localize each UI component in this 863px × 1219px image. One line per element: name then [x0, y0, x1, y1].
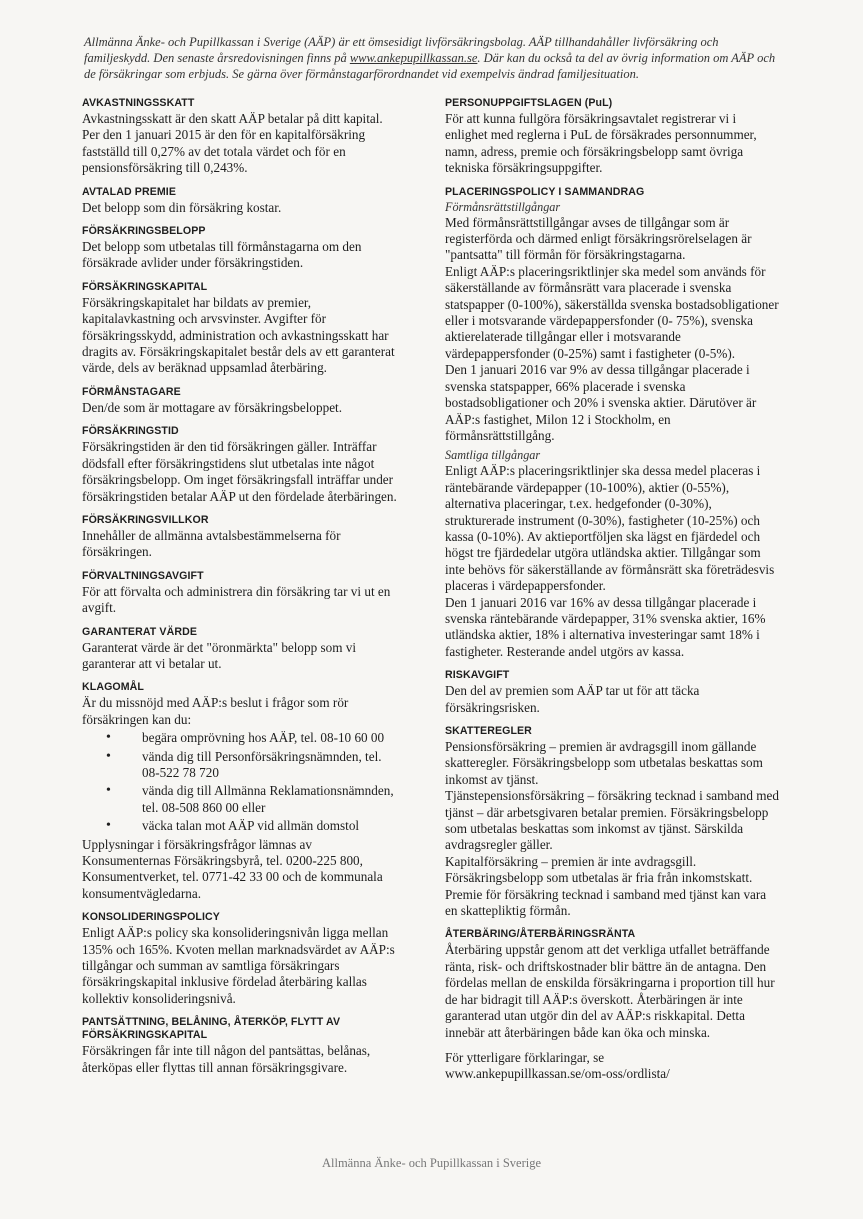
section-text: Innehåller de allmänna avtalsbestämmelserna för försäkringen.: [82, 527, 341, 560]
section-konsolideringspolicy: [82, 911, 400, 1007]
section-heading: AVKASTNINGSSKATT: [82, 97, 195, 109]
section-heading: FÖRSÄKRINGSTID: [82, 425, 179, 438]
section-text: Enligt AÄP:s placeringsriktlinjer ska dessa medel placeras i räntebärande värdepapper (10-100%), aktier (0-55%), alternativa placeringar, t.ex. hedgefonder (0-30%), strukturerade instrument (0-30%), fastigheter (10-25%) och kassa (0-10%). Av aktieportföljen ska lägst en fjärdedel och högst tre fjärdedelar utgöra utländska aktier. Tillgångar som inte behövs för säkerställande av förmånsrätt ska företrädesvis placeras i värdepappersfonder.: [445, 463, 775, 594]
section-heading: GARANTERAT VÄRDE: [82, 625, 197, 638]
section-text: Är du missnöjd med AÄP:s beslut i frågor som rör försäkringen kan du:: [82, 695, 349, 727]
section-forvaltningsavgift: [82, 570, 400, 617]
section-text: Det belopp som utbetalas till förmånstagarna om den försäkrade avlider under försäkringstiden.: [82, 239, 362, 271]
section-forsakringskapital: [82, 281, 400, 377]
section-heading: FÖRSÄKRINGSBELOPP: [82, 225, 206, 238]
section-klagomal: [82, 681, 400, 902]
list-item: • vända dig till Allmänna Reklamationsnämnden, tel. 08-508 860 00 eller: [82, 783, 400, 816]
section-text: Den/de som är mottagare av försäkringsbeloppet.: [82, 399, 343, 415]
website-link[interactable]: www.ankepupillkassan.se: [349, 51, 478, 65]
section-avtalad-premie: [82, 186, 400, 216]
left-column: [82, 97, 400, 1085]
section-text: Återbäring uppstår genom att det verkliga utfallet beträffande ränta, risk- och driftskostnader blir bättre än de antagna. Den fördelas mellan de enskilda försäkringarna i proportion till hur de har bidragit till AÄP:s överskott. Återbäringen är inte garanterad utan utgör din del av AÄP:s riskkapital. Detta innebär att återbäringen både kan öka och minska.: [445, 942, 775, 1040]
section-forsakringstid: [82, 425, 400, 505]
list-item: • begära omprövning hos AÄP, tel. 08-10 60 00: [82, 730, 400, 746]
section-text: Med förmånsrättstillgångar avses de tillgångar som är registerförda och därmed enligt försäkringsrörelselagen är "pantsatta" till förmån för försäkringstagarna.: [445, 214, 752, 263]
section-text: Försäkringstiden är den tid försäkringen gäller. Inträffar dödsfall efter försäkringstidens slut utbetalas inte något försäkringsbelopp. Om inget försäkringsfall inträffar under försäkringstiden betalar AÄP ut den fördelade återbäringen.: [82, 439, 397, 504]
section-text: Avkastningsskatt är den skatt AÄP betalar på ditt kapital. Per den 1 januari 2015 är den för en kapitalförsäkring fastställd till 0,27% av det totala värdet och för en pensionsförsäkring till 0,243%.: [82, 111, 383, 176]
section-forsakringsbelopp: [82, 225, 400, 272]
section-heading: PANTSÄTTNING, BELÅNING, ÅTERKÖP, FLYTT AV FÖRSÄKRINGSKAPITAL: [82, 1016, 341, 1042]
section-text: Enligt AÄP:s policy ska konsolideringsnivån ligga mellan 135% och 165%. Kvoten mellan marknadsvärdet av AÄP:s tillgångar och summan av samtliga försäkringars försäkringskapital inklusive fördelad återbäring kallas kollektiv konsolideringsnivå.: [82, 925, 395, 1006]
section-heading: FÖRMÅNSTAGARE: [82, 385, 181, 398]
more-info-text: För ytterligare förklaringar, se: [445, 1049, 605, 1065]
section-text: För att förvalta och administrera din försäkring tar vi ut en avgift.: [82, 583, 391, 616]
list-item: • väcka talan mot AÄP vid allmän domstol: [82, 818, 400, 834]
section-text: Enligt AÄP:s placeringsriktlinjer ska medel som används för säkerställande av förmånsrätt vara placerade i svenska statspapper (0-100%), säkerställda svenska bostadsobligationer eller i motsvarande värdepappersfonder (0- 75%), svenska aktierelaterade tillgångar eller i motsvarande värdepappersfonder (0-25%) samt i fastigheter (0-5%).: [445, 263, 779, 361]
section-text: Försäkringen får inte till någon del pantsättas, belånas, återköpas eller flyttas till annan försäkringsgivare.: [82, 1043, 371, 1075]
intro-paragraph: [84, 34, 784, 82]
glossary-link[interactable]: www.ankepupillkassan.se/om-oss/ordlista/: [445, 1066, 670, 1082]
complaint-options-list: [82, 730, 400, 834]
section-text: Det belopp som din försäkring kostar.: [82, 199, 282, 215]
section-text: Den del av premien som AÄP tar ut för att täcka försäkringsrisken.: [445, 683, 700, 715]
section-heading: RISKAVGIFT: [445, 669, 510, 682]
right-column: [445, 97, 781, 1092]
section-heading: ÅTERBÄRING/ÅTERBÄRINGSRÄNTA: [445, 928, 636, 941]
section-pantsattning: [82, 1016, 400, 1076]
section-formanstagare: [82, 386, 400, 416]
section-pul: [445, 97, 781, 177]
section-text: För att kunna fullgöra försäkringsavtalet registrerar vi i enlighet med reglerna i PuL de försäkrades personnummer, namn, adress, premie och försäkringsbelopp samt övriga tekniska försäkringsuppgifter.: [445, 111, 757, 176]
section-placeringspolicy: [445, 186, 781, 661]
section-heading: KONSOLIDERINGSPOLICY: [82, 911, 220, 924]
section-text: Försäkringskapitalet har bildats av premier, kapitalavkastning och arvsvinster. Avgifter för försäkringsskydd, administration och avkastningsskatt har dragits av. Försäkringskapitalet består dels av ett garanterat värde, dels av beräknad uppsamlad återbäring.: [82, 294, 395, 376]
section-garanterat-varde: [82, 626, 400, 673]
section-aterbaring: [445, 928, 781, 1040]
section-heading: FÖRSÄKRINGSVILLKOR: [82, 513, 209, 526]
section-text: Tjänstepensionsförsäkring – försäkring tecknad i samband med tjänst – där arbetsgivaren betalar premien. Försäkringsbelopp som utbetalas beskattas som inkomst av tjänst. Särskilda avdragsregler gäller.: [445, 788, 779, 853]
intro-text-start: Allmänna Änke- och Pupillkassan i Sverige (AÄP) är ett ömsesidigt livförsäkringsbolag. AÄP tillhandahåller livförsäkring och familjeskydd. Den senaste årsredovisningen finns på: [84, 35, 719, 65]
section-skatteregler: [445, 725, 781, 919]
section-heading: PERSONUPPGIFTSLAGEN (PuL): [445, 97, 613, 109]
subheading: Förmånsrättstillgångar: [445, 199, 561, 214]
section-heading: AVTALAD PREMIE: [82, 185, 176, 198]
section-heading: FÖRSÄKRINGSKAPITAL: [82, 280, 208, 293]
page-footer: Allmänna Änke- och Pupillkassan i Sverige: [321, 1156, 542, 1170]
section-riskavgift: [445, 669, 781, 716]
section-text: Kapitalförsäkring – premien är inte avdragsgill. Försäkringsbelopp som utbetalas är fria från inkomstskatt. Premie för försäkring tecknad i samband med tjänst kan vara en skattepliktig förmån.: [445, 853, 767, 919]
section-text: Pensionsförsäkring – premien är avdragsgill inom gällande skatteregler. Försäkringsbelopp som utbetalas beskattas som inkomst av tjänst.: [445, 739, 763, 787]
list-item: • vända dig till Personförsäkringsnämnden, tel. 08-522 78 720: [82, 749, 400, 782]
section-heading: PLACERINGSPOLICY I SAMMANDRAG: [445, 185, 645, 198]
section-text: Upplysningar i försäkringsfrågor lämnas av Konsumenternas Försäkringsbyrå, tel. 0200-225 800, Konsumentverket, tel. 0771-42 33 00 och de kommunala konsumentvägledarna.: [82, 836, 383, 901]
subheading: Samtliga tillgångar: [445, 448, 541, 463]
section-heading: SKATTEREGLER: [445, 725, 532, 737]
intro-text-end: . Där kan du också ta del av övrig information om AÄP och de försäkringar som erbjuds. Se gärna över förmånstagarförordnandet vid exempelvis ändrad familjesituation.: [84, 51, 776, 81]
section-text: Den 1 januari 2016 var 16% av dessa tillgångar placerade i svenska räntebärande värdepapper, 31% svenska aktier, 16% utländska aktier, 18% i alternativa investeringar samt 18% i fastigheter. Resterande andel utgörs av kassa.: [445, 594, 766, 659]
section-avkastningsskatt: [82, 97, 400, 177]
section-heading: KLAGOMÅL: [82, 681, 144, 694]
section-forsakringsvillkor: [82, 514, 400, 561]
section-text: Den 1 januari 2016 var 9% av dessa tillgångar placerade i svenska statspapper, 66% placerade i svenska bostadsobligationer och 20% i svenska aktier. Därutöver är AÄP:s fastighet, Milon 12 i Stockholm, en förmånsrättstillgång.: [445, 362, 757, 443]
section-text: Garanterat värde är det "öronmärkta" belopp som vi garanterar att vi betalar ut.: [82, 639, 357, 671]
more-info: [445, 1050, 781, 1083]
section-heading: FÖRVALTNINGSAVGIFT: [82, 569, 204, 582]
